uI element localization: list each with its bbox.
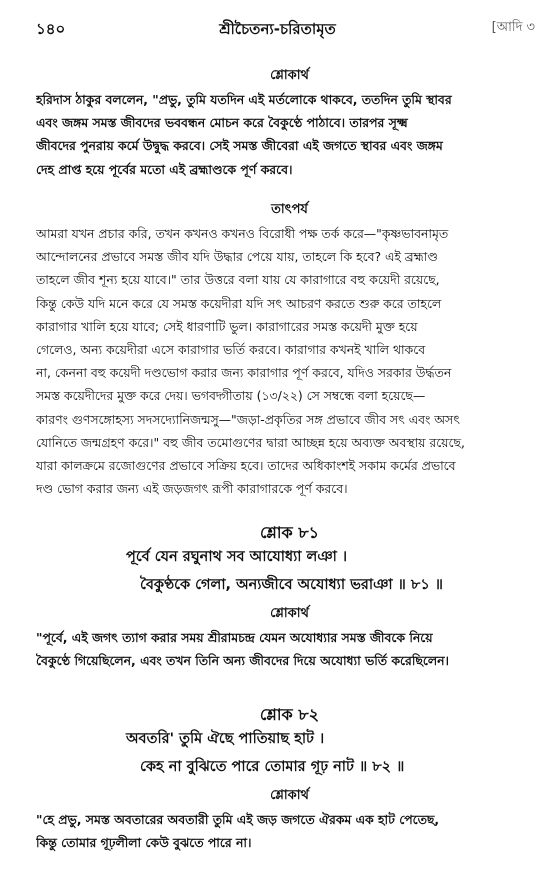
text-line: কারণং গুণসঙ্গোহস্য সদসদ্যোনিজন্মসু—"জড়া-প্রকৃতির সঙ্গ প্রভাবে জীব সৎ এবং অসৎ [36, 411, 460, 427]
translation-section-1 [36, 66, 543, 181]
translation-paragraph [36, 88, 543, 181]
text-line: বৈকুণ্ঠে গিয়েছিলেন, এবং তখন তিনি অন্য জীবদের দিয়ে অযোধ্যা ভর্তি করেছিলেন। [36, 653, 449, 669]
section-label: তাৎপর্য [271, 202, 308, 217]
translation-paragraph [36, 626, 543, 672]
verse-line-1: অবতরি' তুমি ঐছে পাতিয়াছ হাট । [126, 731, 325, 747]
verse-heading: শ্লোক ৮২ [259, 705, 320, 724]
translation-paragraph [36, 808, 543, 854]
page-header [0, 14, 555, 38]
section-label: শ্লোকার্থ [270, 606, 309, 621]
text-line: সমস্ত কয়েদীদের মুক্ত করে দেয়। ভগবদ্গীতায় (১৩/২২) সে সম্বন্ধে বলা হয়েছে— [36, 388, 426, 404]
text-line: আমরা যখন প্রচার করি, তখন কখনও কখনও বিরোধী পক্ষ তর্ক করে—"কৃষ্ণভাবনামৃত [36, 226, 449, 241]
purport-section [36, 200, 543, 500]
text-line: দণ্ড ভোগ করার জন্য এই জড়জগৎ রূপী কারাগারকে পূর্ণ করবে। [36, 481, 348, 497]
section-label: শ্লোকার্থ [270, 68, 309, 83]
verse-heading: শ্লোক ৮১ [259, 523, 320, 542]
verse-81-section [36, 520, 543, 672]
text-line: "হে প্রভু, সমস্ত অবতারের অবতারী তুমি এই জড় জগতে ঐরকম এক হাট পেতেছ, [36, 812, 440, 827]
book-title: শ্রীচৈতন্য-চরিতামৃত [219, 20, 336, 38]
verse-line-2: বৈকুণ্ঠকে গেলা, অন্যজীবে অযোধ্যা ভরাঞা ॥ ৮১ ॥ [140, 577, 443, 593]
text-line: না, কেননা বহু কয়েদী দণ্ডভোগ করার জন্য কারাগার পূর্ণ করবে, যদিও সরকার উর্দ্ধতন [36, 365, 452, 381]
text-line: জীবদের পুনরায় কর্মে উদ্বুদ্ধ করবে। সেই সমস্ত জীবেরা এই জগতে স্থাবর এবং জঙ্গম [36, 138, 443, 154]
chapter-marker: [আদি ৩ [491, 20, 535, 35]
text-line: কিন্তু তোমার গূঢ়লীলা কেউ বুঝতে পারে না। [36, 835, 252, 851]
text-line: গেলেও, অন্য কয়েদীরা এসে কারাগার ভর্তি করবে। কারাগার কখনই খালি থাকবে [36, 342, 426, 358]
verse-line-1: পূর্বে যেন রঘুনাথ সব আযোধ্যা লঞা । [126, 549, 348, 565]
text-line: দেহ প্রাপ্ত হয়ে পূর্বের মতো এই ব্রহ্মাণ্ডকে পূর্ণ করবে। [36, 161, 293, 177]
text-line: আন্দোলনের প্রভাবে সমস্ত জীব যদি উদ্ধার পেয়ে যায়, তাহলে কি হবে? এই ব্রহ্মাণ্ড [36, 249, 438, 265]
section-label: শ্লোকার্থ [270, 788, 309, 803]
text-line: এবং জঙ্গম সমস্ত জীবদের ভববন্ধন মোচন করে বৈকুণ্ঠে পাঠাবে। তারপর সূক্ষ্ম [36, 115, 408, 131]
text-line: "পূর্বে, এই জগৎ ত্যাগ করার সময় শ্রীরামচন্দ্র যেমন অযোধ্যার সমস্ত জীবকে নিয়ে [36, 630, 433, 645]
page-number: ১৪০ [36, 20, 66, 38]
verse-line-2: কেহ না বুঝিতে পারে তোমার গূঢ় নাট ॥ ৮২ ॥ [140, 759, 405, 775]
text-line: হরিদাস ঠাকুর বললেন, "প্রভু, তুমি যতদিন এই মর্তলোকে থাকবে, ততদিন তুমি স্থাবর [36, 92, 452, 107]
text-line: যোনিতে জন্মগ্রহণ করে।" বহু জীব তমোগুণের দ্বারা আচ্ছন্ন হয়ে অব্যক্ত অবস্থায় রয়েছে, [36, 434, 465, 450]
text-line: তাহলে জীব শূন্য হয়ে যাবে।" তার উত্তরে বলা যায় যে কারাগারে বহু কয়েদী রয়েছে, [36, 272, 440, 288]
verse-82-section [36, 702, 543, 854]
text-line: যারা কালক্রমে রজোগুণের প্রভাবে সক্রিয় হবে। তাদের অধিকাংশই সকাম কর্মের প্রভাবে [36, 458, 456, 474]
text-line: কারাগার খালি হয়ে যাবে; সেই ধারণাটি ভুল। কারাগারের সমস্ত কয়েদী মুক্ত হয়ে [36, 318, 418, 334]
purport-paragraph [36, 222, 543, 500]
text-line: কিন্তু কেউ যদি মনে করে যে সমস্ত কয়েদীরা যদি সৎ আচরণ করতে শুরু করে তাহলে [36, 295, 442, 311]
